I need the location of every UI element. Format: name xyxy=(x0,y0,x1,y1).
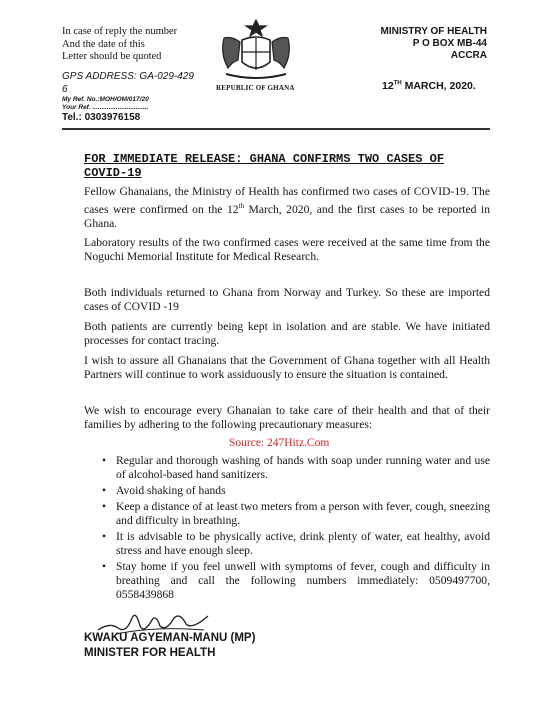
date-rest: MARCH, 2020. xyxy=(401,80,476,92)
list-item xyxy=(100,454,490,482)
bullet-icon: • xyxy=(102,484,107,497)
bullet-text: Stay home if you feel unwell with symptoms of fever, cough and difficulty in breathing and call the following numbers immediately: 0509497700, 0558439868 xyxy=(116,560,490,601)
bullet-icon: • xyxy=(102,560,107,573)
title-line-1: FOR IMMEDIATE RELEASE: GHANA CONFIRMS TWO CASES OF xyxy=(84,152,445,166)
ministry-address xyxy=(381,26,487,62)
press-release-title xyxy=(84,152,489,180)
list-item xyxy=(100,560,490,602)
title-line-2: COVID-19 xyxy=(84,166,142,180)
paragraph-1 xyxy=(84,185,490,231)
ministry-name: MINISTRY OF HEALTH xyxy=(380,26,487,37)
reply-note-line-1: In case of reply the number xyxy=(62,26,178,37)
reply-note-line-3: Letter should be quoted xyxy=(62,51,162,62)
bullet-text: Regular and thorough washing of hands with soap under running water and use of alcohol-based hand sanitizers. xyxy=(116,454,490,481)
p1-part-a: Fellow Ghanaians, the Ministry of Health has confirmed two cases of COVID-19. The cases were confirmed on the 12 xyxy=(84,185,490,216)
signatory-title: MINISTER FOR HEALTH xyxy=(84,647,216,659)
precaution-list xyxy=(100,454,490,604)
bullet-icon: • xyxy=(102,530,107,543)
city: ACCRA xyxy=(450,50,487,61)
telephone: Tel.: 0303976158 xyxy=(62,112,141,123)
paragraph-6: We wish to encourage every Ghanaian to take care of their health and that of their families by adhering to the following precautionary measures: xyxy=(84,404,490,431)
list-item xyxy=(100,484,490,498)
gps-address xyxy=(62,71,194,96)
date-day: 12 xyxy=(382,80,394,92)
paragraph-5: I wish to assure all Ghanaians that the Government of Ghana together with all Health Partners will continue to work assiduously to ensure the situation is contained. xyxy=(84,354,490,381)
paragraph-4: Both patients are currently being kept in isolation and are stable. We have initiated processes for contact tracing. xyxy=(84,320,490,347)
bullet-icon: • xyxy=(102,500,107,513)
gps-address-line: GPS ADDRESS: GA-029-429 xyxy=(62,71,194,82)
letter-date xyxy=(382,80,476,92)
list-item xyxy=(100,530,490,558)
paragraph-2: Laboratory results of the two confirmed cases were received at the same time from the Noguchi Memorial Institute for Medical Research. xyxy=(84,236,490,263)
my-ref: My Ref. No.:MOH/OM/017/20 xyxy=(62,96,149,103)
source-watermark: Source: 247Hitz.Com xyxy=(229,437,330,449)
signatory xyxy=(84,631,255,661)
reply-note-line-2: And the date of this xyxy=(62,38,145,50)
gps-address-cont: 6 xyxy=(62,83,68,95)
paragraph-3: Both individuals returned to Ghana from Norway and Turkey. So these are imported cases of COVID -19 xyxy=(84,286,490,313)
reply-reference-note xyxy=(62,26,177,64)
list-item xyxy=(100,500,490,528)
reference-numbers xyxy=(62,96,149,112)
coat-of-arms-icon xyxy=(214,18,298,86)
header-divider xyxy=(62,128,490,130)
coat-caption: REPUBLIC OF GHANA xyxy=(216,84,295,92)
signatory-name: KWAKU AGYEMAN-MANU (MP) xyxy=(84,632,256,644)
bullet-text: Keep a distance of at least two meters from a person with fever, cough, sneezing and difficulty in breathing. xyxy=(116,500,490,527)
p1-part-b: March, 2020, and the first cases to be reported in Ghana. xyxy=(84,202,490,230)
your-ref: Your Ref. ............................... xyxy=(62,104,149,111)
po-box: P O BOX MB-44 xyxy=(412,38,487,49)
p1-sup: th xyxy=(238,202,244,210)
date-suffix: TH xyxy=(393,80,402,87)
bullet-text: It is advisable to be physically active, drink plenty of water, eat healthy, avoid stress and have enough sleep. xyxy=(116,530,490,557)
bullet-text: Avoid shaking of hands xyxy=(116,484,226,497)
bullet-icon: • xyxy=(102,454,107,467)
